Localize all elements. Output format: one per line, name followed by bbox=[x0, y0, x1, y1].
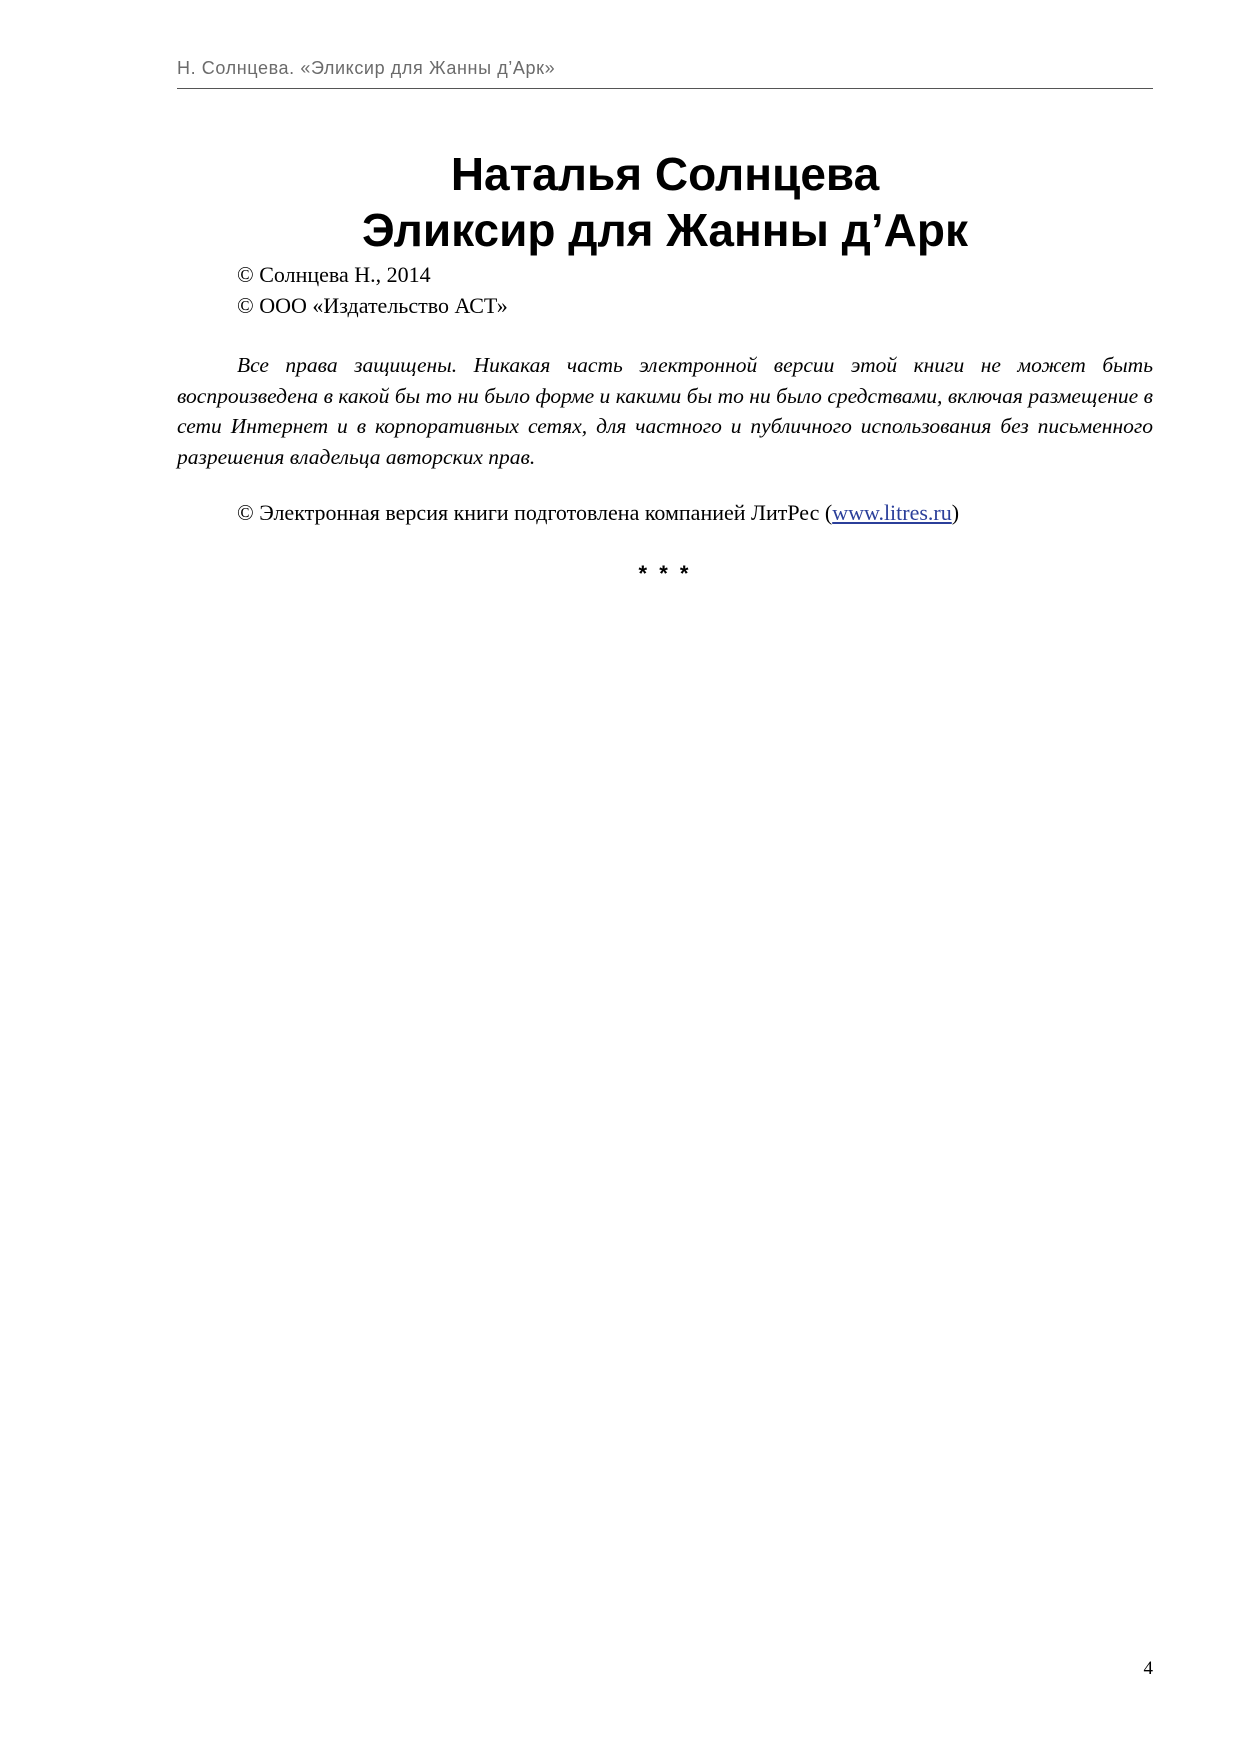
running-header: Н. Солнцева. «Эликсир для Жанны д’Арк» bbox=[177, 58, 556, 78]
title-block bbox=[177, 146, 1153, 258]
page-number: 4 bbox=[1143, 1658, 1153, 1679]
copyright-author: © Солнцева Н., 2014 bbox=[237, 262, 431, 287]
litres-suffix: ) bbox=[951, 500, 960, 525]
section-separator: * * * bbox=[638, 561, 692, 586]
header-divider bbox=[177, 88, 1153, 89]
litres-prefix: © Электронная версия книги подготовлена компанией ЛитРес ( bbox=[237, 500, 833, 525]
rights-notice: Все права защищены. Никакая часть электронной версии этой книги не может быть воспроизведена в какой бы то ни было форме и какими бы то ни было средствами, включая размещение в сети Интернет и в корпоративных сетях, для частного и публичного использования без письменного разрешения владельца авторских прав. bbox=[177, 353, 1153, 469]
author-name: Наталья Солнцева bbox=[450, 148, 880, 200]
litres-notice bbox=[237, 498, 959, 528]
copyright-block bbox=[237, 259, 508, 321]
copyright-publisher: © ООО «Издательство АСТ» bbox=[237, 293, 508, 318]
book-title: Эликсир для Жанны д’Арк bbox=[362, 204, 968, 256]
litres-link[interactable]: www.litres.ru bbox=[832, 500, 952, 525]
